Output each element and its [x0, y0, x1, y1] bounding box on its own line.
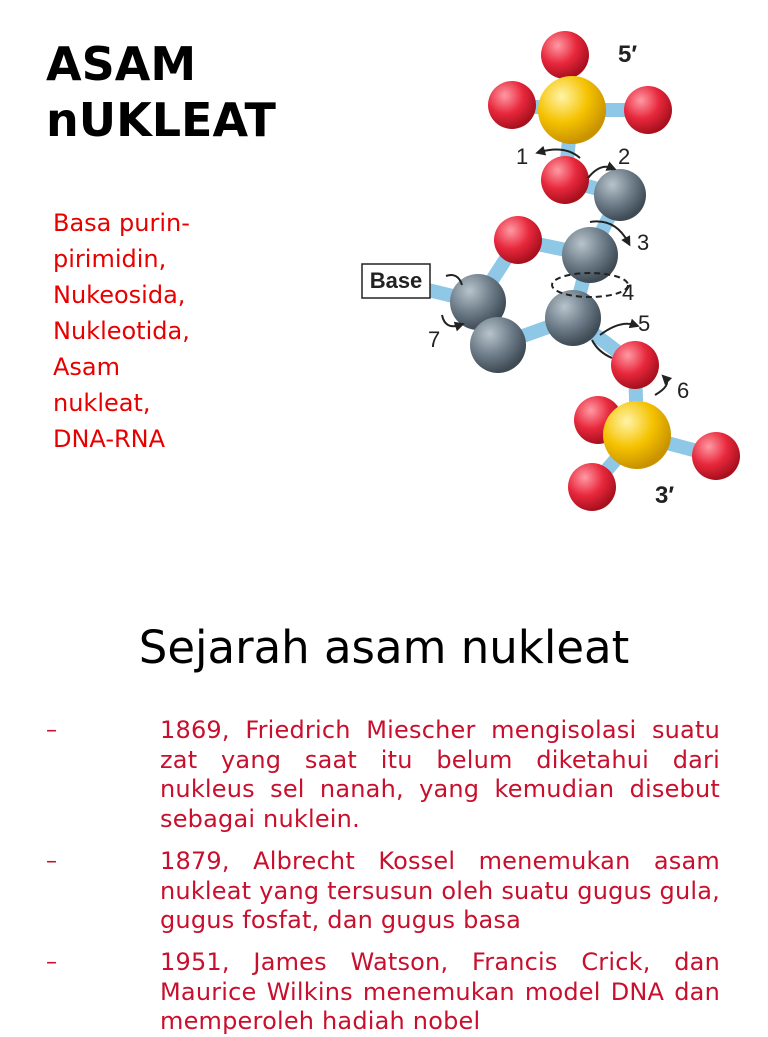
label-3-prime: 3′: [655, 482, 675, 509]
bullet-dash: –: [46, 849, 57, 874]
title-line-2: nUKLEAT: [46, 93, 276, 147]
topic-line: DNA-RNA: [53, 425, 166, 453]
topic-line: Asam: [53, 353, 121, 381]
torsion-label: 2: [618, 144, 631, 169]
label-5-prime: 5′: [618, 41, 638, 68]
base-box: [362, 264, 430, 298]
base-label: Base: [369, 268, 423, 293]
torsion-label: 5: [638, 311, 651, 336]
oxygen-atom: [488, 81, 536, 129]
torsion-arrow: [600, 324, 635, 335]
topic-line: Nukleotida,: [53, 317, 190, 345]
oxygen-atom: [568, 463, 616, 511]
oxygen-atom: [541, 156, 589, 204]
torsion-label: 6: [677, 378, 690, 403]
history-text: 1951, James Watson, Francis Crick, dan Maurice Wilkins menemukan model DNA dan memperoleh hadiah nobel: [160, 948, 720, 1035]
bullet-dash: –: [46, 950, 57, 975]
slide-2: [0, 565, 768, 1035]
torsion-label: 7: [428, 327, 441, 352]
topic-line: nukleat,: [53, 389, 151, 417]
history-text: 1879, Albrecht Kossel menemukan asam nukleat yang tersusun oleh suatu gugus gula, gugus fosfat, dan gugus basa: [160, 847, 720, 934]
torsion-arrow: [655, 378, 667, 395]
torsion-label: 4: [622, 280, 635, 305]
oxygen-atom: [692, 432, 740, 480]
carbon-atom: [470, 317, 526, 373]
history-text: 1869, Friedrich Miescher mengisolasi suatu zat yang saat itu belum diketahui dari nukleus sel nanah, yang kemudian disebut sebagai nuklein.: [160, 716, 720, 833]
topic-list: [53, 205, 313, 457]
slide-title: [46, 36, 276, 148]
topic-line: Nukeosida,: [53, 281, 186, 309]
torsion-label: 3: [637, 230, 650, 255]
oxygen-atom: [611, 341, 659, 389]
topic-line: pirimidin,: [53, 245, 167, 273]
slide-title: Sejarah asam nukleat: [138, 621, 630, 674]
oxygen-atom: [541, 31, 589, 79]
carbon-atom: [594, 169, 646, 221]
title-line-1: ASAM: [46, 37, 197, 91]
bullet-dash: –: [46, 718, 57, 743]
oxygen-atom: [494, 216, 542, 264]
torsion-label: 1: [516, 144, 529, 169]
topic-line: Basa purin-: [53, 209, 190, 237]
phosphorus-atom: [538, 76, 606, 144]
oxygen-atom: [624, 86, 672, 134]
phosphorus-atom: [603, 401, 671, 469]
carbon-atom: [545, 290, 601, 346]
nucleotide-torsion-diagram: [355, 20, 755, 520]
